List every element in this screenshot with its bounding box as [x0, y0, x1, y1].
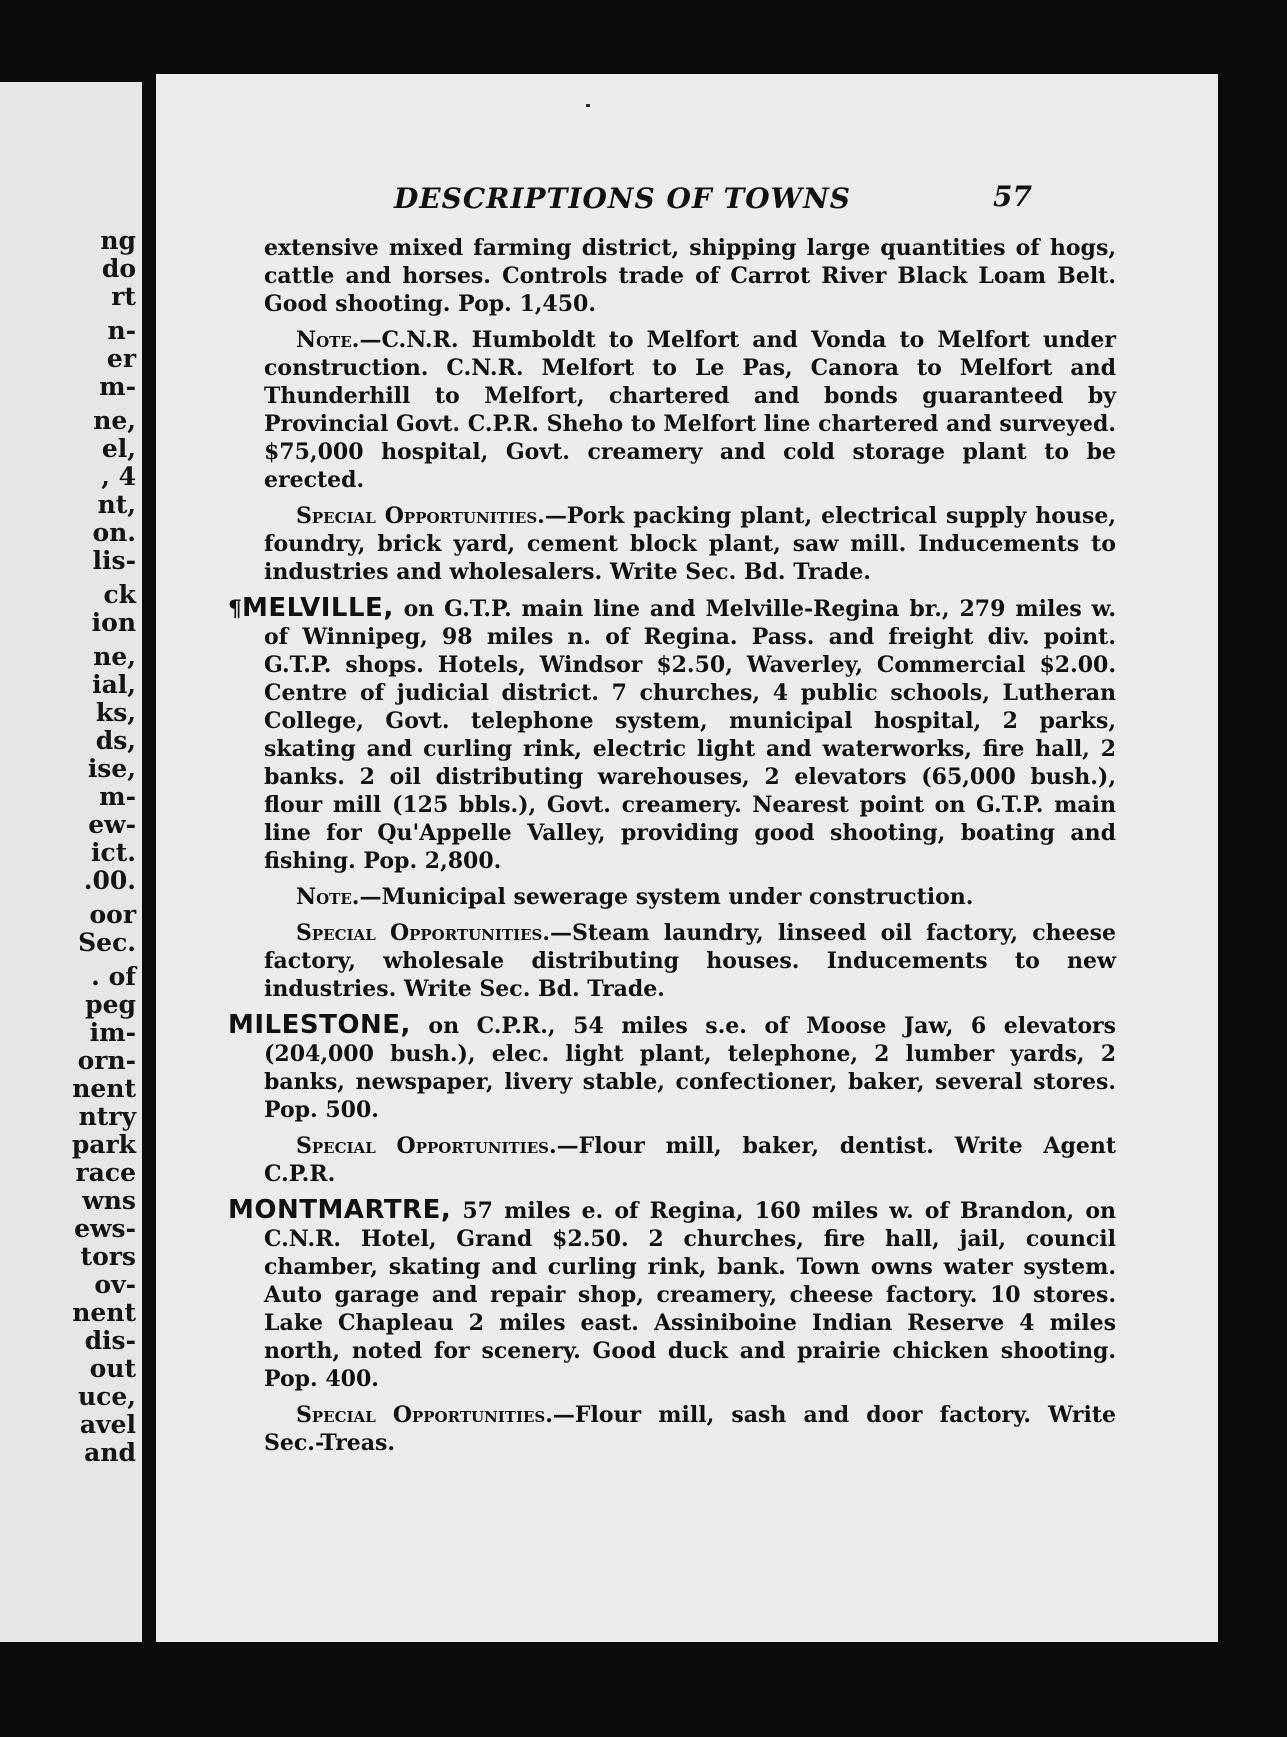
- left-fragment: peg: [85, 990, 136, 1019]
- left-fragment: lis-: [92, 546, 136, 575]
- page-number: 57: [993, 180, 1032, 213]
- special-label: Special Opportunities.: [296, 1402, 553, 1428]
- left-fragment: ne,: [93, 406, 136, 435]
- left-fragment: ict.: [91, 838, 136, 867]
- left-fragment: nent: [72, 1298, 136, 1327]
- speck: [586, 104, 590, 107]
- special-text: —Flour mill, baker, dentist. Write Agent C.P.R.: [264, 1133, 1116, 1187]
- left-fragment: avel: [79, 1410, 136, 1439]
- left-fragment: ise,: [87, 754, 136, 783]
- left-fragment: wns: [82, 1186, 136, 1215]
- special-label: Special Opportunities.: [296, 1133, 557, 1159]
- left-fragment: n-: [107, 316, 136, 345]
- left-fragment: ntry: [78, 1102, 136, 1131]
- left-fragment: out: [89, 1354, 136, 1383]
- left-fragment: ne,: [93, 642, 136, 671]
- left-fragment: m-: [99, 372, 136, 401]
- left-fragment: ov-: [94, 1270, 136, 1299]
- left-fragment: nent: [72, 1074, 136, 1103]
- left-fragment: nt,: [97, 490, 136, 519]
- entry-text: on G.T.P. main line and Melville-Regina br., 279 miles w. of Winnipeg, 98 miles n. of Regina. Pass. and freight div. point. G.T.P. shops. Hotels, Windsor $2.50, Waverley, Commercial $2.00. Centre of judicial district. 7 churches, 4 public schools, Lutheran College, Govt. telephone system, municipal hospital, 2 parks, skating and curling rink, electric light and waterworks, fire hall, 2 banks. 2 oil distributing warehouses, 2 elevators (65,000 bush.), flour mill (125 bbls.), Govt. creamery. Nearest point on G.T.P. main line for Qu'Appelle Valley, providing good shooting, boating and fishing. Pop. 2,800.: [264, 596, 1116, 874]
- melville-note: [228, 883, 1116, 911]
- left-fragment: ks,: [95, 698, 136, 727]
- montmartre-special: [228, 1401, 1116, 1457]
- left-fragment: dis-: [84, 1326, 136, 1355]
- left-fragment: race: [75, 1158, 136, 1187]
- milestone-special: [228, 1132, 1116, 1188]
- left-fragment: el,: [101, 434, 136, 463]
- right-page: [156, 74, 1218, 1642]
- running-header: DESCRIPTIONS OF TOWNS: [394, 182, 851, 215]
- pilcrow-mark: ¶: [228, 596, 242, 622]
- special-text: —Steam laundry, linseed oil factory, cheese factory, wholesale distributing houses. Inducements to new industries. Write Sec. Bd. Trade.: [264, 920, 1117, 1002]
- left-page-text: [6, 227, 136, 1467]
- town-name: MELVILLE,: [242, 593, 394, 623]
- left-fragment: ds,: [95, 726, 136, 755]
- left-fragment: . of: [91, 962, 136, 991]
- left-fragment: rt: [111, 282, 136, 311]
- left-fragment: m-: [99, 782, 136, 811]
- note-label: Note.: [296, 327, 360, 353]
- melville-special: [228, 919, 1116, 1003]
- special-text: —Flour mill, sash and door factory. Write Sec.-Treas.: [264, 1402, 1116, 1456]
- note-text: —C.N.R. Humboldt to Melfort and Vonda to Melfort under construction. C.N.R. Melfort to Le Pas, Canora to Melfort and Thunderhill to Melfort, chartered and bonds guaranteed by Provincial Govt. C.P.R. Sheho to Melfort line chartered and surveyed. $75,000 hospital, Govt. creamery and cold storage plant to be erected.: [264, 327, 1116, 493]
- left-fragment: ial,: [92, 670, 136, 699]
- left-page-edge: [0, 82, 142, 1642]
- melfort-special: [228, 502, 1116, 586]
- melfort-note: [228, 326, 1116, 494]
- left-fragment: er: [106, 344, 136, 373]
- town-name: MONTMARTRE,: [228, 1195, 452, 1225]
- left-fragment: .00.: [83, 866, 136, 895]
- left-fragment: ew-: [88, 810, 136, 839]
- left-fragment: tors: [80, 1242, 136, 1271]
- note-label: Note.: [296, 884, 360, 910]
- left-fragment: park: [71, 1130, 136, 1159]
- entry-milestone: [228, 1011, 1116, 1124]
- left-fragment: ion: [91, 608, 136, 637]
- special-text: —Pork packing plant, electrical supply house, foundry, brick yard, cement block plant, saw mill. Inducements to industries and wholesalers. Write Sec. Bd. Trade.: [264, 503, 1117, 585]
- town-name: MILESTONE,: [228, 1010, 411, 1040]
- special-label: Special Opportunities.: [296, 920, 551, 946]
- left-fragment: on.: [92, 518, 136, 547]
- entry-text: 57 miles e. of Regina, 160 miles w. of Brandon, on C.N.R. Hotel, Grand $2.50. 2 churches, fire hall, jail, council chamber, skating and curling rink, bank. Town owns water system. Auto garage and repair shop, creamery, cheese factory. 10 stores. Lake Chapleau 2 miles east. Assiniboine Indian Reserve 4 miles north, noted for scenery. Good duck and prairie chicken shooting. Pop. 400.: [264, 1198, 1116, 1392]
- left-fragment: , 4: [101, 462, 136, 491]
- left-fragment: ng: [100, 226, 136, 255]
- melfort-continuation: extensive mixed farming district, shipping large quantities of hogs, cattle and horses. Controls trade of Carrot River Black Loam Belt. Good shooting. Pop. 1,450.: [264, 235, 1116, 317]
- left-fragment: uce,: [77, 1382, 136, 1411]
- left-fragment: Sec.: [78, 928, 136, 957]
- entry-montmartre: [228, 1196, 1116, 1393]
- note-text: —Municipal sewerage system under construction.: [359, 884, 974, 910]
- left-fragment: and: [84, 1438, 136, 1467]
- left-fragment: im-: [89, 1018, 136, 1047]
- left-fragment: oor: [89, 900, 136, 929]
- left-fragment: ck: [103, 580, 136, 609]
- left-fragment: do: [101, 254, 136, 283]
- special-label: Special Opportunities.: [296, 503, 545, 529]
- left-fragment: orn-: [77, 1046, 136, 1075]
- entry-melville: [228, 594, 1116, 875]
- entry-text: on C.P.R., 54 miles s.e. of Moose Jaw, 6 elevators (204,000 bush.), elec. light plant, telephone, 2 lumber yards, 2 banks, newspaper, livery stable, confectioner, baker, several stores. Pop. 500.: [264, 1013, 1116, 1123]
- page-body: [228, 234, 1116, 1465]
- left-fragment: ews-: [74, 1214, 136, 1243]
